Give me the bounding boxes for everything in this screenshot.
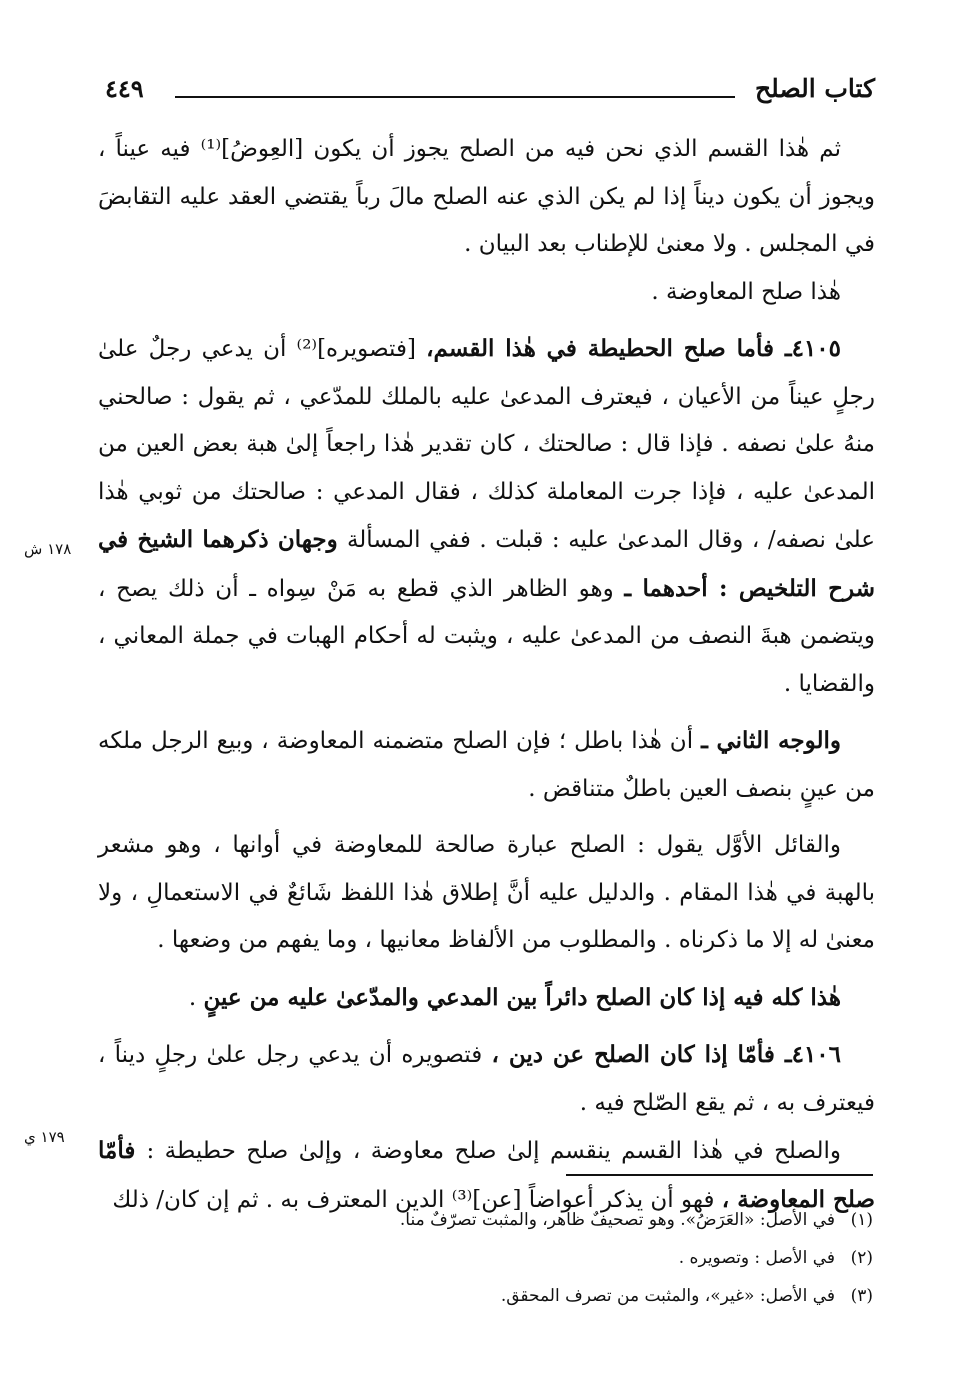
footnote-number: (٢) bbox=[850, 1248, 873, 1268]
footnote-separator bbox=[566, 1174, 873, 1176]
page-header bbox=[100, 72, 875, 112]
paragraph-lead: ٤١٠٦ـ فأمّا إذا كان الصلح عن دين ، bbox=[491, 1041, 841, 1068]
paragraph: هٰذا كله فيه إذا كان الصلح دائراً بين المدعي والمدّعىٰ عليه من عينٍ . bbox=[188, 983, 841, 1011]
footnote-number: (٣) bbox=[850, 1286, 873, 1306]
paragraph: والصلح في هٰذا القسم ينقسم إلىٰ صلح معاوضة ، وإلىٰ صلح حطيطة : فأمّا صلح المعاوضة ، فهو أن يذكر أعواضاً [عن]⁽³⁾ الدين المعترف به . ثم إن كان/ ذلك bbox=[98, 1137, 875, 1213]
paragraph-4105: ٤١٠٥ـ فأما صلح الحطيطة في هٰذا القسم، [فتصويره]⁽²⁾ أن يدعي رجلٌ علىٰ رجلٍ عيناً من الأعيان ، فيعترف المدعىٰ عليه بالملك للمدّعي ، ثم يقول : صالحني منهُ علىٰ نصفه . فإذا قال : صالحتك ، كان تقدير هٰذا راجعاً إلىٰ هبة بعض العين من المدعىٰ عليه ، فإذا جرت المعاملة كذلك ، فقال المدعي : صالحتك من ثوبي هٰذا علىٰ نصفه/ ، وقال المدعىٰ عليه : قبلت . ففي المسألة وجهان ذكرهما الشيخ في شرح التلخيص : أحدهما ـ وهو الظاهر الذي قطع به مَنْ سِواه ـ أن ذلك يصح ، ويتضمن هبةَ النصف من المدعىٰ عليه ، ويثبت له أحكام الهبات في جملة المعاني ، والقضايا . bbox=[98, 335, 876, 697]
footnote: (٣)في الأصل: «غير»، والمثبت من تصرف المحقق. bbox=[173, 1277, 873, 1315]
footnote: (١)في الأصل: «العَرَضُ». وهو تصحيفٌ ظاهر، والمثبت تصرّفٌ منا. bbox=[173, 1201, 873, 1239]
footnote-number: (١) bbox=[850, 1210, 873, 1230]
paragraph: والوجه الثاني ـ أن هٰذا باطل ؛ فإن الصلح متضمنه المعاوضة ، وبيع الرجل ملكه من عينٍ بنصف العين باطلٌ متناقض . bbox=[98, 727, 875, 802]
page-number: ٤٤٩ bbox=[105, 74, 144, 103]
main-text bbox=[98, 126, 875, 1224]
paragraph-lead: والوجه الثاني ـ bbox=[701, 727, 841, 754]
footnotes bbox=[173, 1201, 873, 1315]
book-title: كتاب الصلح bbox=[755, 74, 875, 103]
paragraph: ثم هٰذا القسم الذي نحن فيه من الصلح يجوز أن يكون [العِوضُ]⁽¹⁾ فيه عيناً ، ويجوز أن يكون ديناً إذا لم يكن الذي عنه الصلح مالَ رباً يقتضي العقد عليه التقابضَ في المجلس . ولا معنىٰ للإطناب بعد البيان . bbox=[98, 136, 875, 257]
paragraph-emphasis: فأمّا صلح المعاوضة ، bbox=[98, 1137, 875, 1213]
margin-folio-note: ١٧٩ ي bbox=[24, 1128, 65, 1146]
paragraph-lead: هٰذا كله فيه إذا كان الصلح دائراً بين المدعي والمدّعىٰ عليه من عينٍ bbox=[203, 983, 841, 1011]
paragraph: هٰذا صلح المعاوضة . bbox=[651, 278, 841, 305]
paragraph-lead: ٤١٠٥ـ فأما صلح الحطيطة في هٰذا القسم، bbox=[426, 335, 841, 362]
paragraph: والقائل الأوَّل يقول : الصلح عبارة صالحة للمعاوضة في أوانها ، وهو مشعر بالهبة في هٰذا المقام . والدليل عليه أنَّ إطلاق هٰذا اللفظ شَائعٌ في الاستعمالِ ، ولا معنىٰ له إلا ما ذكرناه . والمطلوب من الألفاظ معانيها ، وما يفهم من وضعها . bbox=[98, 832, 875, 953]
paragraph-4106: ٤١٠٦ـ فأمّا إذا كان الصلح عن دين ، فتصويره أن يدعي رجل علىٰ رجلٍ ديناً ، فيعترف به ، ثم يقع الصّلح فيه . bbox=[98, 1041, 875, 1116]
header-rule bbox=[175, 96, 735, 98]
paragraph-emphasis: وجهان ذكرهما الشيخ في شرح التلخيص : أحدهما ـ bbox=[98, 526, 875, 602]
margin-folio-note: ١٧٨ ش bbox=[24, 540, 72, 558]
footnote: (٢)في الأصل : وتصويره . bbox=[173, 1239, 873, 1277]
